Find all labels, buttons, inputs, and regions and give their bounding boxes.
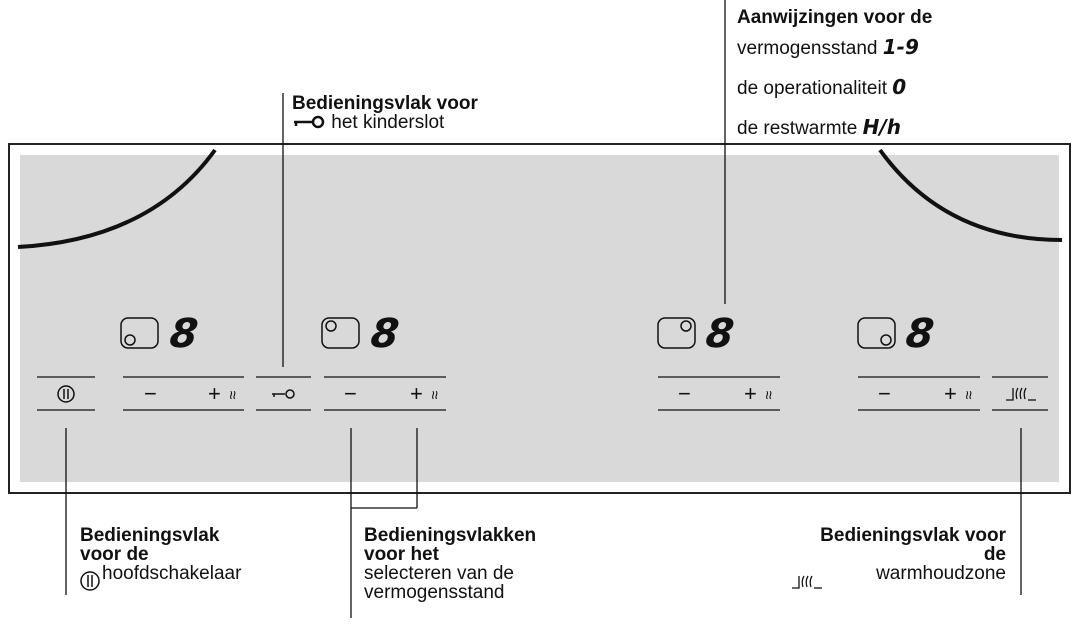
power-selection-callout: [364, 526, 536, 602]
indicator-line-power-level: vermogensstand 1-9: [737, 35, 919, 59]
power-selection-callout-text-2: vermogensstand: [364, 582, 505, 603]
display-rear-left: 8: [167, 311, 201, 357]
power-level-symbol: 1-9: [882, 35, 919, 59]
power-selection-callout-title-1: Bedieningsvlakken: [364, 525, 537, 546]
minus-button-rear-right[interactable]: −: [878, 381, 891, 406]
main-switch-callout-text: hoofdschakelaar: [102, 563, 242, 584]
plus-button-rear-left[interactable]: +: [208, 381, 221, 406]
plus-button-front-right[interactable]: +: [744, 381, 757, 406]
minus-button-front-right[interactable]: −: [678, 381, 691, 406]
plus-button-rear-right[interactable]: +: [944, 381, 957, 406]
control-strip-lines: [37, 377, 1048, 410]
indicator-line-operational: de operationaliteit 0: [737, 75, 907, 99]
indicator-line-residual-heat: de restwarmte H/h: [737, 115, 901, 139]
zone-icon-front-left: [322, 318, 359, 348]
indicators-callout-title: Aanwijzingen voor de: [737, 7, 933, 28]
display-rear-right: 8: [903, 311, 937, 357]
zone-icon-front-right: [658, 318, 695, 348]
plus-button-front-left[interactable]: +: [410, 381, 423, 406]
keep-warm-callout-title-1: Bedieningsvlak voor: [820, 525, 1006, 546]
main-switch-callout-title-1: Bedieningsvlak: [80, 525, 220, 546]
main-switch-callout-title-2: voor de: [80, 544, 149, 565]
right-cooking-zone-arc: [880, 150, 1062, 240]
main-switch-callout: [80, 526, 241, 583]
keep-warm-icon[interactable]: [1006, 388, 1036, 400]
left-cooking-zone-arc: [18, 150, 215, 247]
keep-warm-callout-text: warmhoudzone: [876, 563, 1006, 584]
boost-icon-front-right[interactable]: ≈: [759, 390, 777, 400]
residual-heat-symbol: H/h: [862, 115, 901, 139]
minus-button-front-left[interactable]: −: [344, 381, 357, 406]
operational-symbol: 0: [892, 75, 907, 99]
keep-warm-callout: [740, 526, 1006, 583]
boost-icon-front-left[interactable]: ≈: [425, 390, 443, 400]
child-lock-key-icon[interactable]: [272, 390, 294, 398]
minus-button-rear-left[interactable]: −: [144, 381, 157, 406]
child-lock-callout-text: het kinderslot: [331, 112, 445, 133]
zone-icon-rear-left: [121, 318, 158, 348]
child-lock-callout-title: Bedieningsvlak voor: [292, 93, 478, 114]
zone-icon-rear-right: [858, 318, 895, 348]
power-switch-icon[interactable]: [58, 386, 74, 402]
boost-icon-rear-right[interactable]: ≈: [959, 390, 977, 400]
power-selection-callout-text-1: selecteren van de: [364, 563, 514, 584]
keep-warm-callout-title-2: de: [983, 544, 1006, 565]
boost-icon-rear-left[interactable]: ≈: [223, 390, 241, 400]
power-selection-callout-title-2: voor het: [364, 544, 439, 565]
display-front-right: 8: [703, 311, 737, 357]
display-front-left: 8: [368, 311, 402, 357]
